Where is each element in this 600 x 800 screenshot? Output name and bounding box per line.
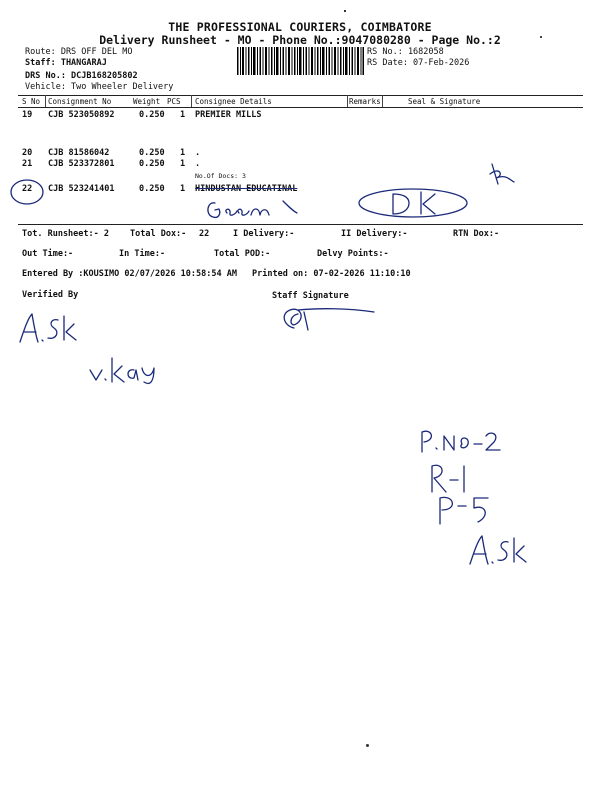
row-pcs: 1 xyxy=(180,110,186,120)
rs-date: RS Date: 07-Feb-2026 xyxy=(367,58,470,68)
row-weight: 0.250 xyxy=(139,159,165,169)
col-divider xyxy=(347,95,348,107)
handwritten-signature-row-22 xyxy=(205,195,305,225)
col-divider xyxy=(382,95,383,107)
drs-number: DRS No.: DCJB168205802 xyxy=(25,71,138,81)
col-weight: Weight xyxy=(133,97,161,106)
handwritten-vijay xyxy=(88,352,160,386)
row-consignee: . xyxy=(195,148,201,158)
col-consignment: Consignment No xyxy=(48,97,112,106)
row-consignee: PREMIER MILLS xyxy=(195,110,262,120)
row-sno: 21 xyxy=(22,159,33,169)
col-seal: Seal & Signature xyxy=(408,97,481,106)
ii-delivery-label: II Delivery:- xyxy=(341,229,408,239)
row-weight: 0.250 xyxy=(139,184,165,194)
route-label: Route: DRS OFF DEL MO xyxy=(25,47,133,57)
row-pcs: 1 xyxy=(180,148,186,158)
circle-mark-row-22 xyxy=(8,178,48,208)
entered-by: Entered By :KOUSIMO 02/07/2026 10:58:54 AM xyxy=(22,269,237,279)
row-consignment: CJB 523241401 xyxy=(48,184,115,194)
row-pcs: 1 xyxy=(180,159,186,169)
row-consignee: . xyxy=(195,159,201,169)
row-note: No.Of Docs: 3 xyxy=(195,172,246,180)
staff-signature-label: Staff Signature xyxy=(272,291,349,301)
total-dox-value: 22 xyxy=(199,229,210,239)
col-divider xyxy=(191,95,192,107)
out-time-label: Out Time:- xyxy=(22,249,74,259)
rs-number: RS No.: 1682058 xyxy=(367,47,444,57)
handwritten-staff-signature xyxy=(278,302,378,334)
rtn-dox-label: RTN Dox:- xyxy=(453,229,500,239)
col-divider xyxy=(45,95,46,107)
total-dox-label: Total Dox:- xyxy=(130,229,187,239)
table-top-rule xyxy=(18,95,583,96)
col-sno: S No xyxy=(22,97,41,106)
row-weight: 0.250 xyxy=(139,148,165,158)
handwritten-seal-dk xyxy=(355,186,475,222)
delvy-points-label: Delvy Points:- xyxy=(317,249,389,259)
total-pod-label: Total POD:- xyxy=(214,249,271,259)
runsheet-subtitle: Delivery Runsheet - MO - Phone No.:9047080280 - Page No.:2 xyxy=(99,33,501,47)
verified-by-label: Verified By xyxy=(22,290,79,300)
staff-label: Staff: THANGARAJ xyxy=(25,58,107,68)
in-time-label: In Time:- xyxy=(119,249,166,259)
scan-dot xyxy=(540,36,542,38)
row-pcs: 1 xyxy=(180,184,186,194)
row-consignment: CJB 523050892 xyxy=(48,110,115,120)
col-pcs: PCS xyxy=(167,97,181,106)
i-delivery-label: I Delivery:- xyxy=(233,229,295,239)
row-consignment: CJB 523372801 xyxy=(48,159,115,169)
row-weight: 0.250 xyxy=(139,110,165,120)
company-title: THE PROFESSIONAL COURIERS, COIMBATORE xyxy=(168,20,432,34)
barcode-image xyxy=(237,47,364,75)
handwritten-verified-initials xyxy=(18,310,78,346)
row-consignee: HINDUSTAN EDUCATINAL xyxy=(195,184,298,194)
row-consignment: CJB 81586042 xyxy=(48,148,110,158)
row-sno: 19 xyxy=(22,110,33,120)
col-consignee: Consignee Details xyxy=(195,97,272,106)
row-sno: 20 xyxy=(22,148,33,158)
table-header-rule xyxy=(18,107,583,108)
vehicle-label: Vehicle: Two Wheeler Delivery xyxy=(25,82,174,92)
stray-ink-mark xyxy=(488,160,518,190)
handwritten-page-note xyxy=(418,424,528,574)
tot-runsheet: Tot. Runsheet:- 2 xyxy=(22,229,109,239)
col-remarks: Remarks xyxy=(349,97,381,106)
table-bottom-rule xyxy=(18,224,583,225)
scan-dot xyxy=(344,10,346,12)
printed-on: Printed on: 07-02-2026 11:10:10 xyxy=(252,269,411,279)
row-sno: 22 xyxy=(22,184,33,194)
scan-dot xyxy=(366,744,369,747)
